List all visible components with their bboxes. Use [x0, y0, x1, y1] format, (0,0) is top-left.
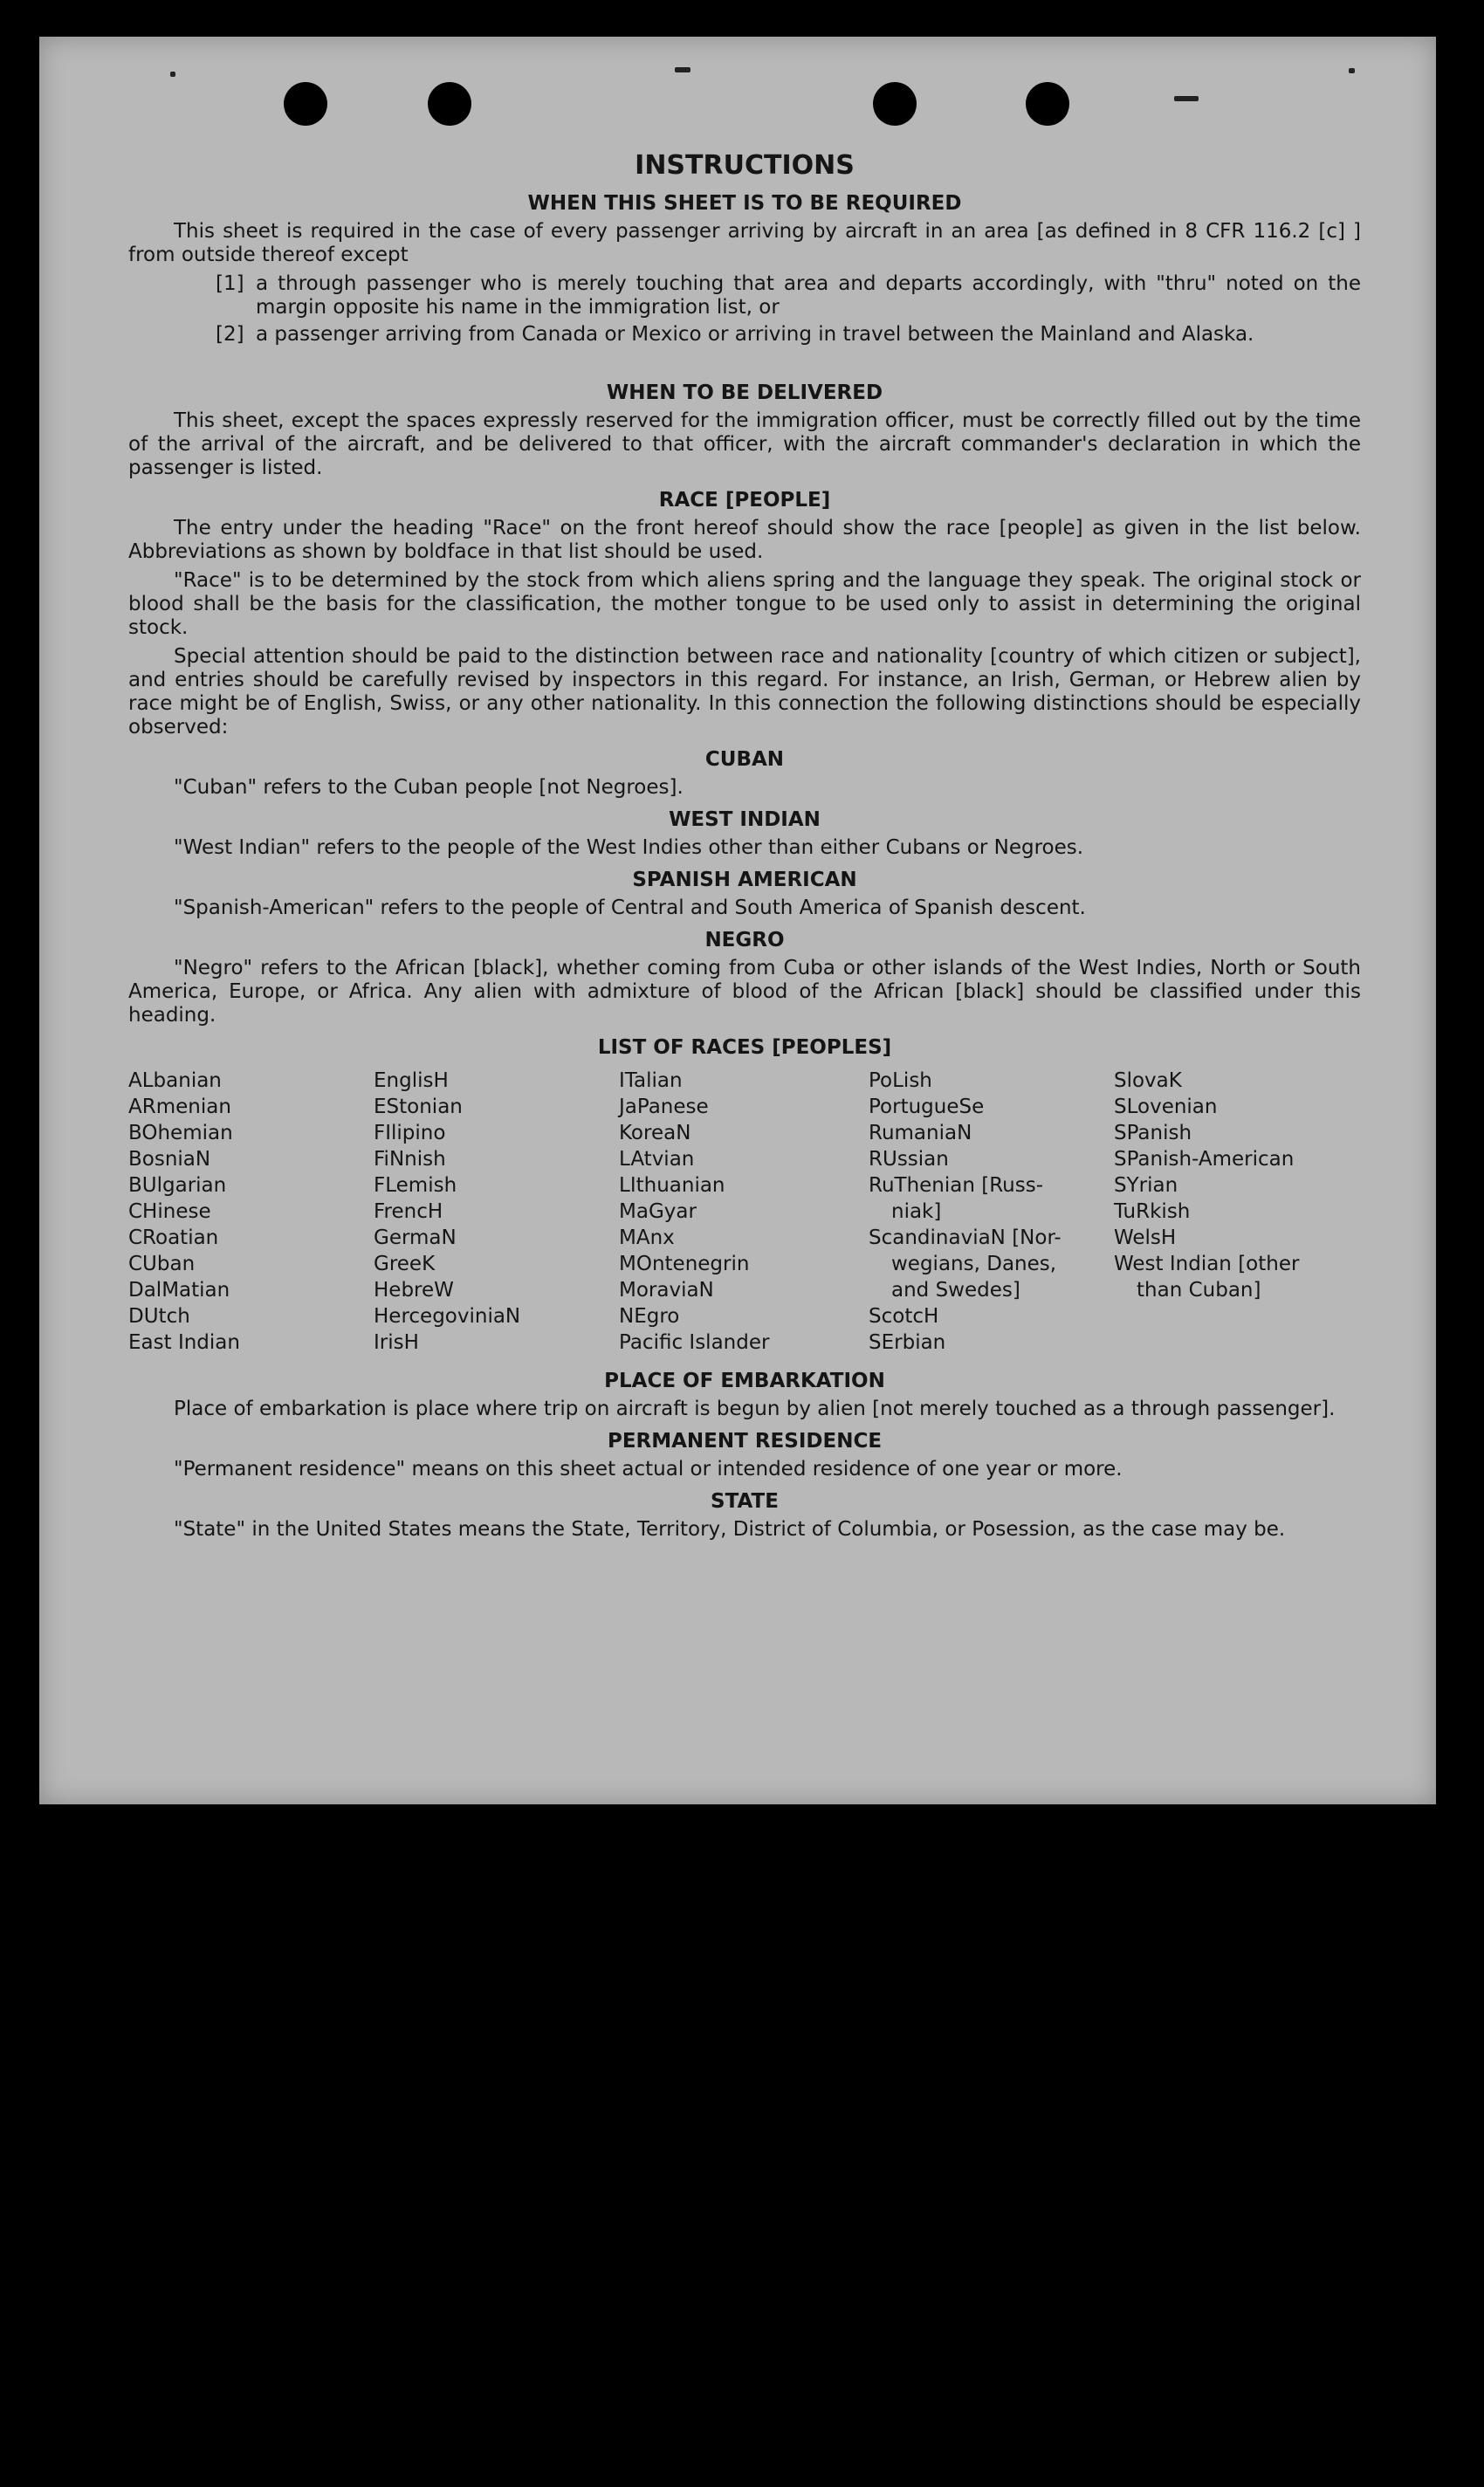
west-indian-text: "West Indian" refers to the people of the West Indies other than either Cubans or Negroes. [174, 836, 1084, 859]
heading-cuban: CUBAN [704, 748, 785, 771]
race-entry: FIlipino [374, 1122, 446, 1144]
race-entry: ITalian [619, 1069, 683, 1092]
race-entry: GreeK [374, 1253, 436, 1275]
race-entry: FiNnish [374, 1148, 446, 1171]
race-entry: RUssian [869, 1148, 949, 1171]
race-paragraph-3: Special attention should be paid to the distinction between race and nationality [country of which citizen or subject], and entries should be carefully revised by inspectors in this regard. For instance, an Irish, German, or Hebrew alien by race might be of English, Swiss, or any other nationality. In this connection the following distinctions should be especially observed: [128, 645, 1361, 739]
residence-text: "Permanent residence" means on this sheet actual or intended residence of one year or more. [174, 1458, 1123, 1481]
race-entry: LAtvian [619, 1148, 695, 1171]
heading-delivered: WHEN TO BE DELIVERED [606, 381, 883, 404]
race-entry: CUban [128, 1253, 196, 1275]
punch-hole [284, 82, 327, 126]
race-entry: than Cuban] [1137, 1279, 1261, 1302]
race-entry: KoreaN [619, 1122, 691, 1144]
speck [170, 72, 175, 77]
race-entry: RuThenian [Russ- [869, 1174, 1044, 1197]
race-entry: JaPanese [619, 1096, 709, 1118]
race-entry: MAnx [619, 1226, 675, 1249]
heading-west-indian: WEST INDIAN [669, 808, 821, 831]
list-text: a through passenger who is merely touching that area and departs accordingly, with "thru" noted on the margin opposite his name in the immigration list, or [256, 272, 1361, 319]
race-entry: IrisH [374, 1331, 419, 1354]
race-entry: PortugueSe [869, 1096, 985, 1118]
race-entry: SlovaK [1114, 1069, 1182, 1092]
race-entry: and Swedes] [891, 1279, 1020, 1302]
race-entry: West Indian [other [1114, 1253, 1300, 1275]
race-entry: HebreW [374, 1279, 454, 1302]
race-entry: SYrian [1114, 1174, 1178, 1197]
heading-negro: NEGRO [704, 929, 785, 952]
race-entry: East Indian [128, 1331, 240, 1354]
race-entry: SErbian [869, 1331, 946, 1354]
instructions-body [128, 150, 1361, 1547]
races-column [619, 1068, 869, 1356]
race-entry: BosniaN [128, 1148, 211, 1171]
races-column [128, 1068, 374, 1356]
race-paragraph-2: "Race" is to be determined by the stock from which aliens spring and the language they speak. The original stock or blood shall be the basis for the classification, the mother tongue to be used only to assist in determining the original stock. [128, 569, 1361, 639]
race-entry: ScandinaviaN [Nor- [869, 1226, 1061, 1249]
race-entry: WelsH [1114, 1226, 1177, 1249]
document-page [39, 37, 1436, 1804]
race-entry: RumaniaN [869, 1122, 972, 1144]
races-list [128, 1068, 1361, 1356]
race-entry: MaGyar [619, 1200, 697, 1223]
race-entry: Pacific Islander [619, 1331, 770, 1354]
heading-required: WHEN THIS SHEET IS TO BE REQUIRED [527, 192, 962, 215]
race-entry: ScotcH [869, 1305, 939, 1328]
race-entry: MOntenegrin [619, 1253, 750, 1275]
speck [1174, 96, 1199, 101]
page-title: INSTRUCTIONS [635, 150, 855, 181]
embarkation-text: Place of embarkation is place where trip on aircraft is begun by alien [not merely touched as a through passenger]. [174, 1398, 1336, 1420]
state-text: "State" in the United States means the State, Territory, District of Columbia, or Posession, as the case may be. [174, 1518, 1286, 1541]
punch-hole [873, 82, 917, 126]
race-entry: TuRkish [1114, 1200, 1191, 1223]
required-intro: This sheet is required in the case of every passenger arriving by aircraft in an area [as defined in 8 CFR 116.2 [c] ] from outside thereof except [128, 220, 1361, 266]
list-item [216, 323, 1361, 347]
list-number: [2] [216, 323, 244, 346]
race-entry: SLovenian [1114, 1096, 1218, 1118]
races-column [374, 1068, 619, 1356]
heading-embarkation: PLACE OF EMBARKATION [604, 1370, 885, 1392]
race-entry: DalMatian [128, 1279, 230, 1302]
race-entry: PoLish [869, 1069, 932, 1092]
race-entry: CRoatian [128, 1226, 219, 1249]
race-entry: niak] [891, 1200, 942, 1223]
race-entry: GermaN [374, 1226, 457, 1249]
speck [1349, 68, 1355, 73]
race-entry: LIthuanian [619, 1174, 725, 1197]
heading-spanish-american: SPANISH AMERICAN [632, 869, 857, 891]
list-item [216, 272, 1361, 319]
list-number: [1] [216, 272, 244, 295]
negro-text: "Negro" refers to the African [black], whether coming from Cuba or other islands of the West Indies, North or South America, Europe, or Africa. Any alien with admixture of blood of the African [black] should be classified under this heading. [128, 957, 1361, 1027]
heading-state: STATE [711, 1490, 779, 1513]
race-entry: SPanish-American [1114, 1148, 1295, 1171]
race-entry: EStonian [374, 1096, 463, 1118]
race-entry: ALbanian [128, 1069, 222, 1092]
race-entry: MoraviaN [619, 1279, 714, 1302]
race-entry: BOhemian [128, 1122, 233, 1144]
cuban-text: "Cuban" refers to the Cuban people [not Negroes]. [174, 776, 684, 799]
race-entry: ARmenian [128, 1096, 231, 1118]
race-entry: EnglisH [374, 1069, 449, 1092]
punch-hole [1026, 82, 1069, 126]
race-paragraph-1: The entry under the heading "Race" on the front hereof should show the race [people] as given in the list below. Abbreviations as shown by boldface in that list should be used. [128, 517, 1361, 563]
race-entry: NEgro [619, 1305, 680, 1328]
race-entry: FLemish [374, 1174, 457, 1197]
delivered-text: This sheet, except the spaces expressly reserved for the immigration officer, must be correctly filled out by the time of the arrival of the aircraft, and be delivered to that officer, with the aircraft commander's declaration in which the passenger is listed. [128, 409, 1361, 479]
list-text: a passenger arriving from Canada or Mexico or arriving in travel between the Mainland and Alaska. [256, 323, 1254, 346]
race-entry: FrencH [374, 1200, 443, 1223]
race-entry: DUtch [128, 1305, 190, 1328]
race-entry: wegians, Danes, [891, 1253, 1057, 1275]
races-column [1114, 1068, 1361, 1356]
heading-residence: PERMANENT RESIDENCE [607, 1430, 883, 1453]
race-entry: HercegoviniaN [374, 1305, 521, 1328]
speck [675, 67, 690, 72]
heading-race: RACE [PEOPLE] [658, 489, 831, 512]
races-column [869, 1068, 1114, 1356]
race-entry: SPanish [1114, 1122, 1192, 1144]
heading-races-list: LIST OF RACES [PEOPLES] [597, 1036, 892, 1059]
race-entry: CHinese [128, 1200, 211, 1223]
spanish-american-text: "Spanish-American" refers to the people of Central and South America of Spanish descent. [174, 897, 1086, 919]
punch-hole [428, 82, 471, 126]
race-entry: BUlgarian [128, 1174, 227, 1197]
